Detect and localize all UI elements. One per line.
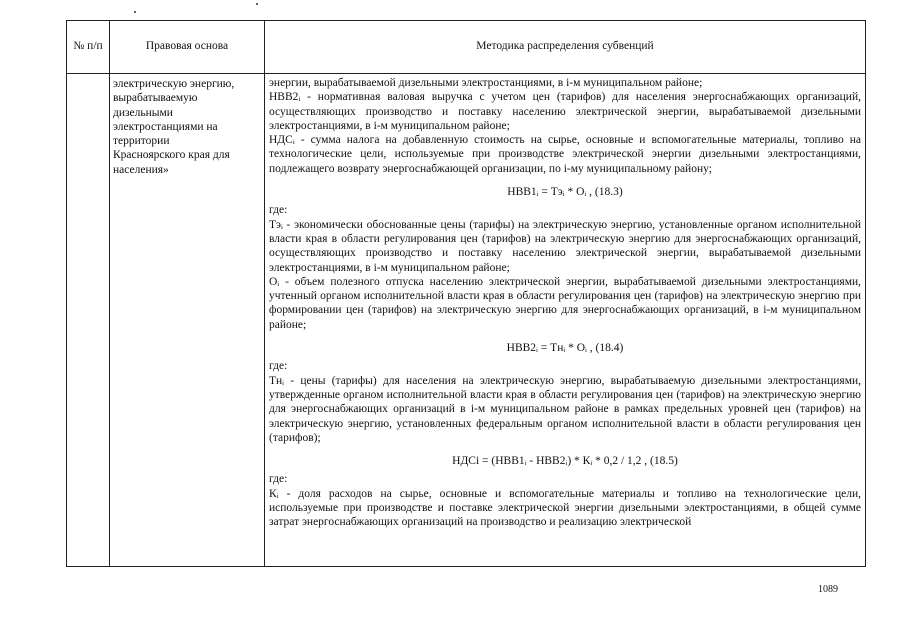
legal-basis-line: территории — [113, 135, 170, 148]
scan-speck — [134, 11, 136, 13]
legal-basis-line: дизельными — [113, 106, 173, 119]
subvention-method-table — [66, 20, 866, 567]
method-paragraph: НВВ2ᵢ - нормативная валовая выручка с учетом цен (тарифов) для населения энергоснабжающих организаций, осуществляющих производство и поставку населению электрической энергии, вырабатываемой дизельными электростанциями, в i-м муниципальном районе; — [269, 91, 861, 132]
legal-basis-line: Красноярского края для — [113, 149, 230, 162]
table-header-row — [67, 21, 866, 74]
scan-speck — [256, 3, 258, 5]
header-number: № п/п — [67, 21, 110, 74]
legal-basis-line: электрическую энергию, — [113, 78, 235, 90]
formula-18-3: НВВ1ᵢ = Тэᵢ * Оᵢ , (18.3) — [507, 186, 623, 199]
legal-basis-line: населения» — [113, 163, 169, 176]
method-paragraph: Оᵢ - объем полезного отпуска населению электрической энергии, вырабатываемой дизельными электростанциями, учтенный органом исполнительной власти края в области регулирования цен (тарифов) на электрическую энергию при формировании цен (тарифов) на электрическую энергию для энергоснабжающих организаций, в i-м муниципальном районе; — [269, 275, 861, 331]
header-method: Методика распределения субвенций — [265, 21, 866, 74]
method-paragraph: Тэᵢ - экономически обоснованные цены (тарифы) на электрическую энергию, установленные органом исполнительной власти края в области регулирования цен (тарифов) на электрическую энергию для энергоснабжающих организаций, осуществляющих производство и поставку населению электрической энергии, вырабатываемой дизельными электростанциями, в i-м муниципальном районе; — [269, 218, 861, 274]
method-paragraph: Кᵢ - доля расходов на сырье, основные и вспомогательные материалы и топливо на технологические цели, используемые при производстве и поставке электрической энергии дизельными электростанциями, в общей сумме затрат энергоснабжающих организаций на производство и реализацию электрической — [269, 487, 861, 529]
header-legal-basis: Правовая основа — [110, 21, 265, 74]
method-paragraph: энергии, вырабатываемой дизельными электростанциями, в i-м муниципальном районе; — [269, 77, 703, 89]
legal-basis-line: электростанциями на — [113, 120, 218, 133]
method-cell — [265, 74, 866, 567]
method-paragraph: Тнᵢ - цены (тарифы) для населения на электрическую энергию, вырабатываемую дизельными электростанциями, утвержденные органом исполнительной власти края в области регулирования цен (тарифов) на электрическую энергию для энергоснабжающих организаций в i-м муниципальном районе в рамках предельных уровней цен (тарифов) на электрическую энергию, установленных федеральным органом исполнительной власти в области регулирования цен (тарифов); — [269, 374, 861, 444]
page-number: 1089 — [818, 584, 838, 595]
legal-basis-line: вырабатываемую — [113, 92, 198, 105]
row-number-cell — [67, 74, 110, 567]
where-label: где: — [269, 360, 288, 373]
method-paragraph: НДСᵢ - сумма налога на добавленную стоимость на сырье, основные и вспомогательные материалы, топливо на технологические цели, используемые при производстве электрической энергии дизельными электростанциями, подлежащего возврату энергоснабжающей организации, по i-му муниципальному району; — [269, 134, 861, 175]
where-label: где: — [269, 473, 288, 486]
table-row — [67, 74, 866, 567]
formula-18-5: НДСi = (НВВ1ᵢ - НВВ2ᵢ) * Кᵢ * 0,2 / 1,2 , (18.5) — [452, 455, 678, 468]
where-label: где: — [269, 204, 288, 217]
legal-basis-cell — [110, 74, 265, 567]
formula-18-4: НВВ2ᵢ = Тнᵢ * Оᵢ , (18.4) — [506, 342, 624, 355]
